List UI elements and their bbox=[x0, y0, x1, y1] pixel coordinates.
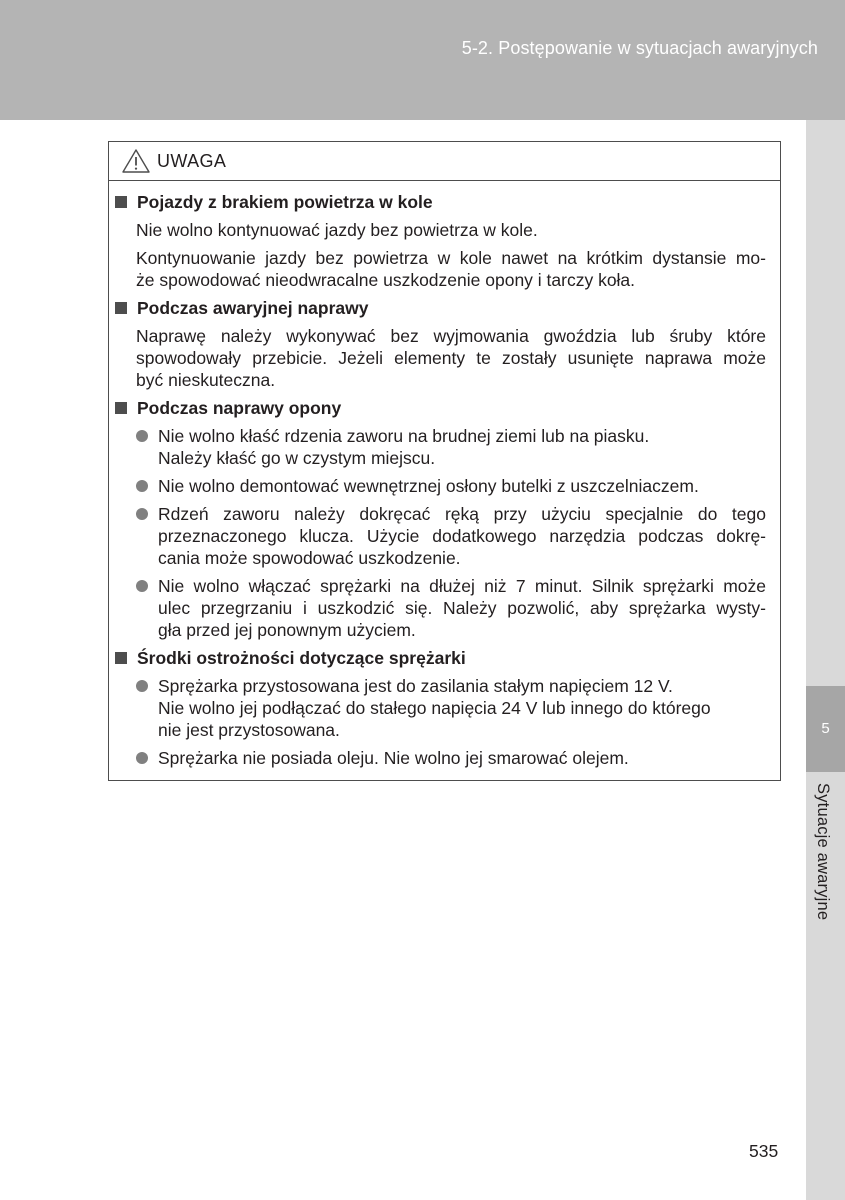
round-bullet-icon bbox=[136, 480, 148, 492]
bullet-item: Sprężarka nie posiada oleju. Nie wolno jej smarować olejem. bbox=[114, 747, 766, 769]
chapter-tab-number: 5 bbox=[821, 720, 830, 737]
chapter-title: 5-2. Postępowanie w sytuacjach awaryjnych bbox=[461, 38, 818, 58]
square-bullet-icon bbox=[115, 652, 127, 664]
page-header bbox=[0, 0, 845, 120]
round-bullet-icon bbox=[136, 680, 148, 692]
square-bullet-icon bbox=[115, 196, 127, 208]
paragraph: Naprawę należy wykonywać bez wyjmowania gwoździa lub śruby które spowodowały przebicie. Jeżeli elementy te zostały usunięte naprawa może być nieskuteczna. bbox=[136, 326, 766, 390]
square-bullet-icon bbox=[115, 402, 127, 414]
round-bullet-icon bbox=[136, 580, 148, 592]
section-heading: Podczas naprawy opony bbox=[114, 397, 766, 419]
paragraph: Nie wolno kontynuować jazdy bez powietrza w kole. bbox=[136, 220, 538, 240]
caution-title: UWAGA bbox=[157, 150, 227, 171]
bullet-item: Nie wolno demontować wewnętrznej osłony butelki z uszczelniaczem. bbox=[114, 475, 766, 497]
section-heading: Pojazdy z brakiem powietrza w kole bbox=[114, 191, 766, 213]
page-number: 535 bbox=[749, 1141, 779, 1161]
bullet-item: Nie wolno kłaść rdzenia zaworu na brudnej ziemi lub na piasku. Należy kłaść go w czystym miejscu. bbox=[114, 425, 766, 469]
round-bullet-icon bbox=[136, 752, 148, 764]
bullet-item: Rdzeń zaworu należy dokręcać ręką przy użyciu specjalnie do tego przeznaczonego klucza. Użycie dodatkowego narzędzia podczas dokrę- cania może spowodować uszkodzenie. bbox=[114, 503, 766, 569]
paragraph: Kontynuowanie jazdy bez powietrza w kole nawet na krótkim dystansie mo- że spowodować nieodwracalne uszkodzenie opony i tarczy koła. bbox=[136, 248, 766, 290]
bullet-item: Sprężarka przystosowana jest do zasilania stałym napięciem 12 V. Nie wolno jej podłączać do stałego napięcia 24 V lub innego do którego nie jest przystosowana. bbox=[114, 675, 766, 741]
chapter-tab-label: Sytuacje awaryjne bbox=[814, 783, 832, 921]
section-heading: Podczas awaryjnej naprawy bbox=[114, 297, 766, 319]
side-strip bbox=[806, 120, 845, 1200]
chapter-tab bbox=[806, 686, 845, 772]
square-bullet-icon bbox=[115, 302, 127, 314]
caution-header bbox=[109, 142, 780, 181]
caution-body bbox=[109, 181, 780, 769]
warning-triangle-icon bbox=[121, 148, 151, 174]
section-heading: Środki ostrożności dotyczące sprężarki bbox=[114, 647, 766, 669]
round-bullet-icon bbox=[136, 508, 148, 520]
caution-box bbox=[108, 141, 781, 781]
round-bullet-icon bbox=[136, 430, 148, 442]
bullet-item: Nie wolno włączać sprężarki na dłużej niż 7 minut. Silnik sprężarki może ulec przegrzaniu i uszkodzić się. Należy pozwolić, aby sprężarka wysty- gła przed jej ponownym użyciem. bbox=[114, 575, 766, 641]
